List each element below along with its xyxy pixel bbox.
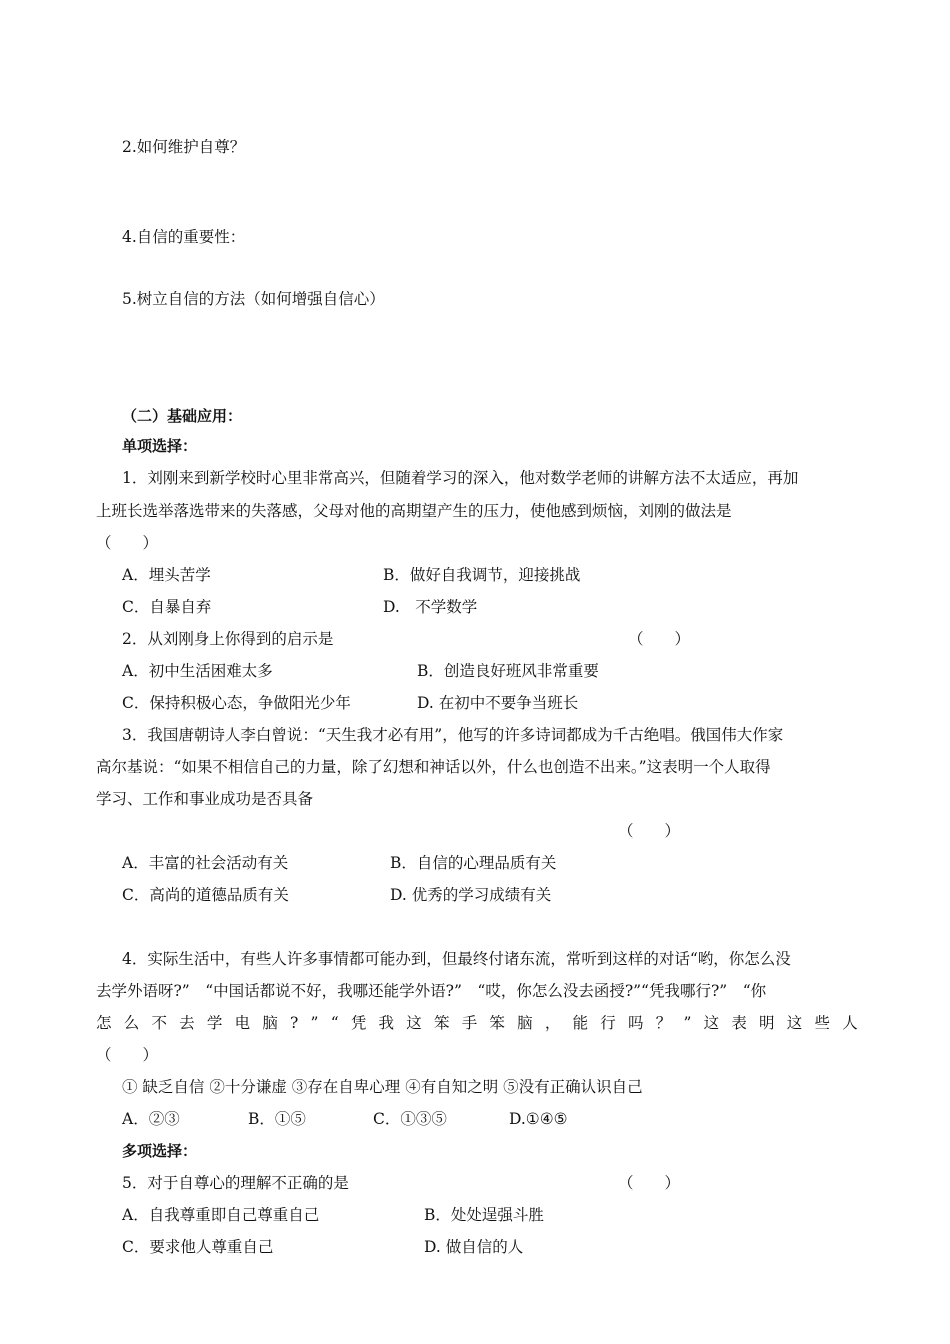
q4-stem-line3-char: 吗: [628, 1014, 644, 1032]
q4-stem-line3-char: 凭: [350, 1014, 367, 1032]
q4-stem-line3-char: 么: [123, 1014, 140, 1032]
q3-stem-line3: 学习、工作和事业成功是否具备: [96, 790, 314, 808]
q4-stem-line3-char: 去: [179, 1014, 195, 1032]
outline-q5: 5.树立自信的方法（如何增强自信心）: [122, 290, 385, 308]
q4-option-d: D.①④⑤: [509, 1110, 568, 1128]
q1-option-b: B．做好自我调节，迎接挑战: [383, 566, 581, 584]
q4-stem-line3-char: 这: [406, 1014, 422, 1032]
q5-answer-paren: （ ）: [618, 1174, 681, 1192]
q4-stem-line2: 去学外语呀?” “中国话都说不好，我哪还能学外语?” “哎，你怎么没去函授?”“凭我哪行?” “你: [96, 982, 767, 1000]
q1-option-a: A．埋头苦学: [122, 566, 211, 584]
q3-option-a: A．丰富的社会活动有关: [122, 854, 289, 872]
q1-answer-paren: （ ）: [96, 534, 159, 552]
q4-option-c: C．①③⑤: [373, 1110, 447, 1128]
q4-stem-line3-char: 笨: [489, 1014, 505, 1032]
q4-stem-line3-char: ，: [544, 1014, 561, 1032]
q4-option-a: A．②③: [122, 1110, 180, 1128]
q1-stem-line1: 1．刘刚来到新学校时心里非常高兴，但随着学习的深入，他对数学老师的讲解方法不太适应，再加: [122, 469, 799, 487]
q4-stem-line3-char: ”: [310, 1014, 319, 1032]
q3-answer-paren: （ ）: [618, 822, 681, 840]
q2-option-d: D. 在初中不要争当班长: [417, 694, 579, 712]
q4-stem-line3-char: 电: [234, 1014, 251, 1032]
q4-stem-line3-char: 行: [600, 1014, 616, 1032]
q2-option-a: A．初中生活困难太多: [122, 662, 273, 680]
outline-q2: 2.如何维护自尊？: [122, 138, 246, 156]
q4-stem-line3-char: 人: [842, 1014, 858, 1032]
q4-stem-line3-char: ？: [655, 1014, 672, 1032]
q4-answer-paren: （ ）: [96, 1046, 159, 1064]
q4-statement-list: ① 缺乏自信 ②十分谦虚 ③存在自卑心理 ④有自知之明 ⑤没有正确认识自己: [122, 1078, 643, 1096]
q1-option-c: C．自暴自弃: [122, 598, 212, 616]
q4-stem-line3-char: 脑: [262, 1014, 278, 1032]
single-choice-heading: 单项选择：: [122, 437, 198, 455]
q4-stem-line3-char: 表: [731, 1014, 747, 1032]
q4-stem-line1: 4．实际生活中，有些人许多事情都可能办到，但最终付诸东流，常听到这样的对话“哟，你怎么没: [122, 950, 791, 968]
q3-option-c: C．高尚的道德品质有关: [122, 886, 289, 904]
q5-option-a: A．自我尊重即自己尊重自己: [122, 1206, 320, 1224]
q4-stem-line3-char: “: [330, 1014, 339, 1032]
outline-q4: 4.自信的重要性：: [122, 228, 246, 246]
q4-stem-line3-char: ”: [683, 1014, 692, 1032]
q4-stem-line3-char: 些: [814, 1014, 830, 1032]
q2-stem: 2．从刘刚身上你得到的启示是: [122, 630, 334, 648]
q3-option-d: D. 优秀的学习成绩有关: [390, 886, 552, 904]
q3-stem-line1: 3．我国唐朝诗人李白曾说：“天生我才必有用”，他写的许多诗词都成为千古绝唱。俄国伟大作家: [122, 726, 784, 744]
q4-stem-line3-char: 明: [759, 1014, 775, 1032]
q5-option-c: C．要求他人尊重自己: [122, 1238, 274, 1256]
q4-stem-line3-char: 我: [378, 1014, 395, 1032]
q4-stem-line3-char: 手: [461, 1014, 478, 1032]
q5-stem: 5．对于自尊心的理解不正确的是: [122, 1174, 349, 1192]
q4-stem-line3: [96, 1013, 858, 1033]
q2-answer-paren: （ ）: [628, 630, 691, 648]
q4-option-b: B．①⑤: [248, 1110, 306, 1128]
q2-option-b: B．创造良好班风非常重要: [417, 662, 599, 680]
q1-option-d: D. 不学数学: [383, 598, 478, 616]
section-title: （二）基础应用：: [122, 407, 243, 425]
q4-stem-line3-char: 学: [206, 1014, 223, 1032]
q4-stem-line3-char: 怎: [96, 1014, 112, 1032]
q4-stem-line3-char: 脑: [517, 1014, 533, 1032]
q4-stem-line3-char: 这: [703, 1014, 720, 1032]
q5-option-b: B．处处逞强斗胜: [424, 1206, 544, 1224]
q1-stem-line2: 上班长选举落选带来的失落感，父母对他的高期望产生的压力，使他感到烦恼，刘刚的做法是: [96, 502, 732, 520]
q4-stem-line3-char: ?: [290, 1014, 299, 1032]
multi-choice-heading: 多项选择：: [122, 1142, 198, 1160]
q5-option-d: D. 做自信的人: [424, 1238, 524, 1256]
q3-option-b: B．自信的心理品质有关: [390, 854, 557, 872]
q4-stem-line3-char: 不: [151, 1014, 167, 1032]
q4-stem-line3-char: 笨: [433, 1014, 450, 1032]
q2-option-c: C．保持积极心态，争做阳光少年: [122, 694, 351, 712]
q4-stem-line3-char: 能: [572, 1014, 589, 1032]
q4-stem-line3-char: 这: [786, 1014, 803, 1032]
q3-stem-line2: 高尔基说：“如果不相信自己的力量，除了幻想和神话以外，什么也创造不出来。”这表明一个人取得: [96, 758, 771, 776]
